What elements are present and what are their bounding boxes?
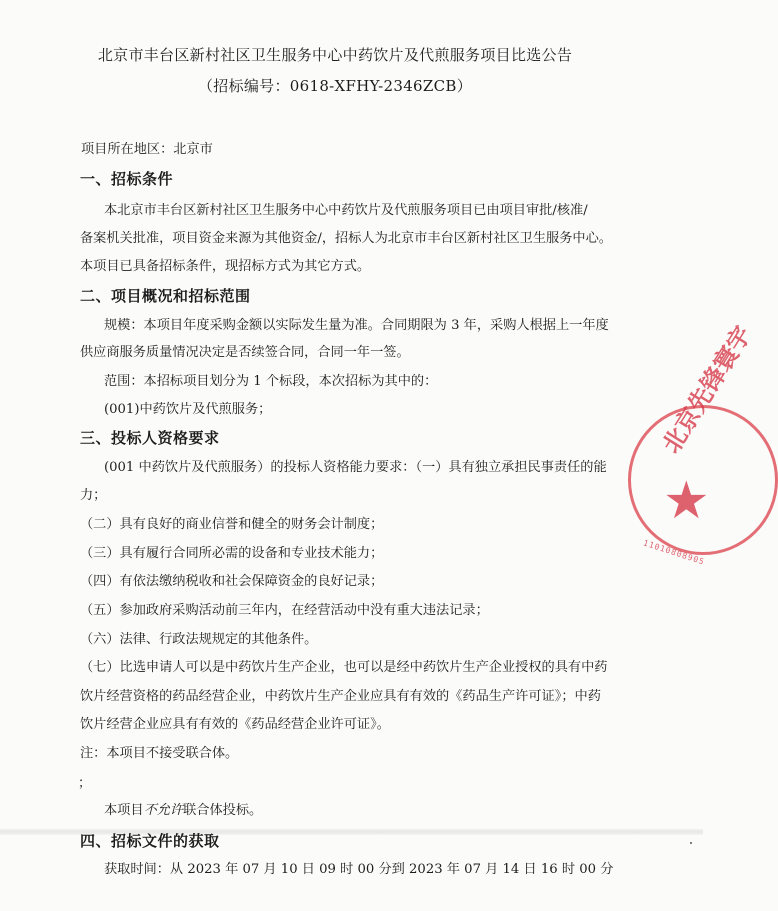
section-4-heading: 四、招标文件的获取: [80, 832, 220, 850]
paragraph-line: 本北京市丰台区新村社区卫生服务中心中药饮片及代煎服务项目已由项目审批/核准/: [104, 203, 588, 218]
paragraph-line: (001)中药饮片及代煎服务；: [104, 402, 272, 417]
consortium-suffix: 联合体投标。: [183, 803, 263, 818]
paragraph-line: 规模：本项目年度采购金额以实际发生量为准。合同期限为 3 年，采购人根据上一年度: [104, 318, 609, 333]
paragraph-line: （六）法律、行政法规规定的其他条件。: [80, 632, 318, 647]
paragraph-line: 范围：本招标项目划分为 1 个标段，本次招标为其中的：: [104, 374, 438, 389]
paragraph-line: 饮片经营企业应具有有效的《药品经营企业许可证》。: [80, 717, 390, 732]
stray-mark: ；: [78, 776, 92, 791]
paragraph-line: 备案机关批准，项目资金来源为其他资金/，招标人为北京市丰台区新村社区卫生服务中心。: [80, 231, 612, 246]
section-3-heading: 三、投标人资格要求: [80, 429, 220, 447]
seal-text: 北京先锋寰宇: [657, 321, 758, 459]
consortium-prefix: 本项目: [104, 803, 144, 818]
scan-dot: [690, 842, 692, 844]
paragraph-line: （二）具有良好的商业信誉和健全的财务会计制度；: [80, 517, 384, 532]
document-title: 北京市丰台区新村社区卫生服务中心中药饮片及代煎服务项目比选公告: [97, 46, 573, 64]
paragraph-line: 饮片经营资格的药品经营企业，中药饮片生产企业应具有有效的《药品生产许可证》；中药: [80, 689, 601, 704]
section-1-heading: 一、招标条件: [80, 170, 174, 188]
note-line: 注：本项目不接受联合体。: [80, 746, 239, 761]
project-location: 项目所在地区：北京市: [81, 142, 213, 157]
paragraph-line: 本项目已具备招标条件，现招标方式为其它方式。: [80, 259, 371, 274]
paragraph-line: （四）有依法缴纳税收和社会保障资金的良好记录；: [80, 574, 384, 589]
paragraph-line: 供应商服务质量情况决定是否续签合同，合同一年一签。: [80, 345, 410, 360]
paragraph-line: （三）具有履行合同所必需的设备和专业技术能力；: [80, 546, 384, 561]
paragraph-line: （五）参加政府采购活动前三年内，在经营活动中没有重大违法记录；: [80, 603, 489, 618]
section-2-heading: 二、项目概况和招标范围: [80, 287, 251, 305]
paragraph-line: 力；: [80, 488, 107, 503]
tender-number: （招标编号：0618-XFHY-2346ZCB）: [197, 77, 473, 95]
consortium-line: [104, 802, 262, 820]
paragraph-line: (001 中药饮片及代煎服务）的投标人资格能力要求：（一）具有独立承担民事责任的能: [104, 460, 607, 475]
seal-number: 11010808905: [642, 538, 706, 567]
consortium-italic: 不允许: [143, 803, 184, 818]
paragraph-line: 获取时间：从 2023 年 07 月 10 日 09 时 00 分到 2023 年 07 月 14 日 16 时 00 分: [104, 862, 614, 877]
seal-star-icon: ★: [663, 471, 710, 531]
paragraph-line: （七）比选申请人可以是中药饮片生产企业，也可以是经中药饮片生产企业授权的具有中药: [80, 660, 608, 675]
